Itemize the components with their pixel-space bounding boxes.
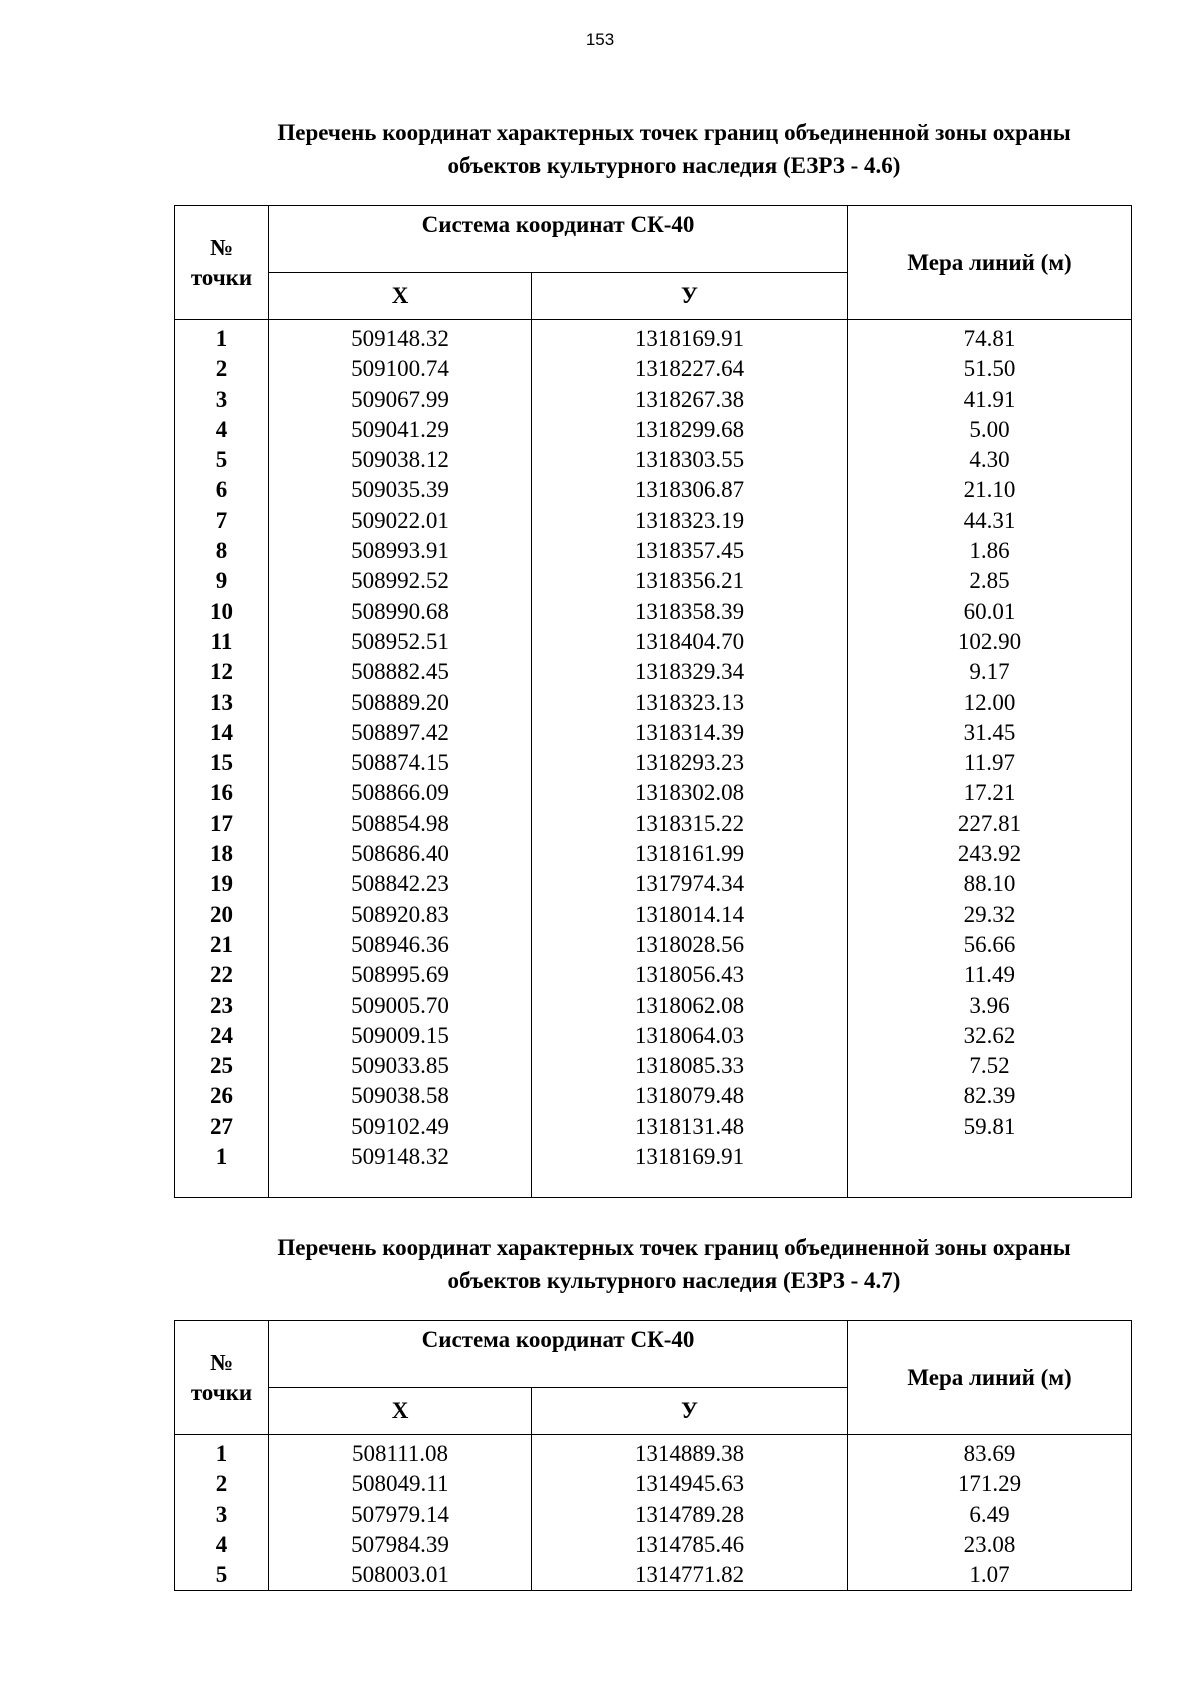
table-cell: 1318227.64 — [634, 356, 745, 382]
table-cell: 32.62 — [963, 1022, 1016, 1048]
table-cell: 25 — [210, 1053, 233, 1079]
header-y: У — [532, 273, 848, 320]
table-cell: 1318169.91 — [634, 1144, 745, 1170]
table-cell: 7.52 — [969, 1053, 1010, 1079]
table-cell: 1318404.70 — [634, 628, 745, 654]
table-cell: 1314789.28 — [634, 1501, 745, 1527]
table-cell: 12 — [210, 659, 233, 685]
table-cell: 9.17 — [969, 659, 1010, 685]
table-cell: 509022.01 — [351, 507, 449, 533]
table-cell: 509102.49 — [351, 1113, 449, 1139]
table-cell: 1318315.22 — [634, 810, 745, 836]
table-cell: 88.10 — [963, 871, 1016, 897]
table-cell: 509033.85 — [351, 1053, 449, 1079]
table-cell: 1318161.99 — [634, 841, 745, 867]
x-column — [269, 1435, 532, 1591]
table-cell: 44.31 — [963, 507, 1016, 533]
header-point-number: № точки — [175, 1321, 269, 1435]
table-cell: 509067.99 — [351, 386, 449, 412]
table-cell: 509005.70 — [351, 992, 449, 1018]
table-cell: 24 — [210, 1022, 233, 1048]
table-cell: 507979.14 — [351, 1501, 449, 1527]
title-line-2: объектов культурного наследия (ЕЗРЗ - 4.7) — [447, 1268, 901, 1293]
table-cell: 227.81 — [957, 810, 1022, 836]
table-cell: 5.00 — [969, 416, 1010, 442]
table-cell: 3.96 — [969, 992, 1010, 1018]
table-cell: 17 — [210, 810, 233, 836]
table-cell: 508990.68 — [351, 598, 449, 624]
table-cell: 23.08 — [963, 1531, 1016, 1557]
table-cell: 1314785.46 — [634, 1531, 745, 1557]
table-cell: 20 — [210, 901, 233, 927]
table-cell: 1314771.82 — [634, 1562, 745, 1588]
points-column — [175, 320, 269, 1198]
table-cell: 9 — [215, 568, 228, 594]
table-cell: 11.49 — [964, 962, 1015, 988]
table-cell: 1318267.38 — [634, 386, 745, 412]
table-cell: 1318085.33 — [634, 1053, 745, 1079]
header-line-measure: Мера линий (м) — [848, 206, 1132, 320]
table-cell: 21.10 — [963, 477, 1016, 503]
table-cell: 508882.45 — [351, 659, 449, 685]
table-cell: 1.86 — [969, 538, 1010, 564]
table-cell: 508993.91 — [351, 538, 449, 564]
table-cell: 508842.23 — [351, 871, 449, 897]
table-cell: 1318306.87 — [634, 477, 745, 503]
table-cell: 509035.39 — [351, 477, 449, 503]
coordinates-table-4-7 — [174, 1320, 1132, 1591]
table-cell: 2 — [215, 1471, 228, 1497]
table-cell: 51.50 — [963, 356, 1016, 382]
table-cell: 509038.58 — [351, 1083, 449, 1109]
table-cell: 1314945.63 — [634, 1471, 745, 1497]
table-cell: 31.45 — [963, 719, 1016, 745]
table-cell: 1.07 — [969, 1562, 1010, 1588]
table-cell: 1318329.34 — [634, 659, 745, 685]
table-cell: 243.92 — [957, 841, 1022, 867]
table-cell: 1318056.43 — [634, 962, 745, 988]
table-cell: 508111.08 — [351, 1441, 449, 1466]
table-cell: 18 — [210, 841, 233, 867]
table-cell: 1318357.45 — [634, 538, 745, 564]
table-cell: 1317974.34 — [634, 871, 745, 897]
table-cell: 508992.52 — [351, 568, 449, 594]
table-cell: 509038.12 — [351, 447, 449, 473]
table-cell: 1318323.13 — [634, 689, 745, 715]
table-cell: 1 — [215, 1441, 228, 1466]
header-x: X — [269, 1388, 532, 1435]
table-cell: 508995.69 — [351, 962, 449, 988]
table-cell: 60.01 — [963, 598, 1016, 624]
table-cell: 14 — [210, 719, 233, 745]
table-cell: 6.49 — [969, 1501, 1010, 1527]
table-cell: 1318314.39 — [634, 719, 745, 745]
table-cell: 1318303.55 — [634, 447, 745, 473]
y-column — [532, 320, 848, 1198]
table-cell: 5 — [215, 1562, 228, 1588]
table-cell: 2 — [215, 356, 228, 382]
table-cell: 22 — [210, 962, 233, 988]
table-cell: 8 — [215, 538, 228, 564]
table-cell: 6 — [215, 477, 228, 503]
table-cell: 4 — [215, 416, 228, 442]
table-cell: 509041.29 — [351, 416, 449, 442]
table-cell: 13 — [210, 689, 233, 715]
table-cell: 508920.83 — [351, 901, 449, 927]
table-cell: 23 — [210, 992, 233, 1018]
table-cell: 19 — [210, 871, 233, 897]
table-cell: 3 — [215, 386, 228, 412]
header-line-measure: Мера линий (м) — [848, 1321, 1132, 1435]
table-cell: 11.97 — [964, 750, 1015, 776]
table-cell: 1318302.08 — [634, 780, 745, 806]
title-line-1: Перечень координат характерных точек границ объединенной зоны охраны — [277, 1235, 1071, 1260]
table-cell: 3 — [215, 1501, 228, 1527]
table-cell: 508889.20 — [351, 689, 449, 715]
table-cell: 26 — [210, 1083, 233, 1109]
table-cell: 508952.51 — [351, 628, 449, 654]
table-cell: 12.00 — [963, 689, 1016, 715]
header-y: У — [532, 1388, 848, 1435]
table-cell: 1318358.39 — [634, 598, 745, 624]
table-cell: 171.29 — [957, 1471, 1022, 1497]
table-cell: 1318064.03 — [634, 1022, 745, 1048]
table-cell: 1318014.14 — [634, 901, 745, 927]
section-title-4-7 — [174, 1231, 1174, 1297]
header-coordinate-system: Система координат СК-40 — [269, 206, 848, 273]
x-column — [269, 320, 532, 1198]
table-cell: 508003.01 — [351, 1562, 449, 1588]
header-x: X — [269, 273, 532, 320]
table-cell: 509148.32 — [351, 1144, 449, 1170]
table-cell: 2.85 — [969, 568, 1010, 594]
table-cell: 5 — [215, 447, 228, 473]
table-cell: 102.90 — [957, 628, 1022, 654]
table-cell: 1318062.08 — [634, 992, 745, 1018]
table-cell: 508049.11 — [351, 1471, 449, 1497]
table-cell: 1314889.38 — [634, 1441, 745, 1466]
table-cell: 509148.32 — [351, 326, 449, 351]
table-cell: 41.91 — [963, 386, 1016, 412]
table-cell: 508854.98 — [351, 810, 449, 836]
table-cell: 56.66 — [963, 931, 1016, 957]
table-cell: 1318079.48 — [634, 1083, 745, 1109]
table-cell: 83.69 — [963, 1441, 1016, 1466]
measure-column — [848, 1435, 1132, 1591]
table-cell: 1318028.56 — [634, 931, 745, 957]
table-cell: 1318293.23 — [634, 750, 745, 776]
coordinates-table-4-6 — [174, 205, 1132, 1198]
table-cell: 508946.36 — [351, 931, 449, 957]
table-cell: 508866.09 — [351, 780, 449, 806]
table-cell: 508874.15 — [351, 750, 449, 776]
table-cell: 4.30 — [969, 447, 1010, 473]
table-cell: 1318356.21 — [634, 568, 745, 594]
title-line-1: Перечень координат характерных точек границ объединенной зоны охраны — [277, 120, 1071, 145]
table-cell: 27 — [210, 1113, 233, 1139]
table-cell: 4 — [215, 1531, 228, 1557]
table-cell: 509100.74 — [351, 356, 449, 382]
table-cell: 74.81 — [963, 326, 1016, 351]
table-cell: 508897.42 — [351, 719, 449, 745]
table-cell: 21 — [210, 931, 233, 957]
table-cell: 29.32 — [963, 901, 1016, 927]
table-cell: 16 — [210, 780, 233, 806]
table-cell: 1318299.68 — [634, 416, 745, 442]
table-cell: 7 — [215, 507, 228, 533]
header-point-number: № точки — [175, 206, 269, 320]
table-cell: 1318323.19 — [634, 507, 745, 533]
table-cell: 507984.39 — [351, 1531, 449, 1557]
table-cell: 1318131.48 — [634, 1113, 745, 1139]
table-cell: 17.21 — [963, 780, 1016, 806]
table-cell: 1 — [215, 326, 228, 351]
table-cell: 82.39 — [963, 1083, 1016, 1109]
table-cell: 59.81 — [963, 1113, 1016, 1139]
points-column — [175, 1435, 269, 1591]
table-cell: 11 — [210, 628, 233, 654]
section-title-4-6 — [174, 116, 1174, 182]
table-cell: 509009.15 — [351, 1022, 449, 1048]
measure-column — [848, 320, 1132, 1198]
table-cell: 15 — [210, 750, 233, 776]
table-cell: 508686.40 — [351, 841, 449, 867]
header-coordinate-system: Система координат СК-40 — [269, 1321, 848, 1388]
table-cell: 1 — [215, 1144, 228, 1170]
table-cell: 1318169.91 — [634, 326, 745, 351]
page-number: 153 — [585, 30, 615, 49]
y-column — [532, 1435, 848, 1591]
title-line-2: объектов культурного наследия (ЕЗРЗ - 4.6) — [447, 153, 901, 178]
table-cell: 10 — [210, 598, 233, 624]
